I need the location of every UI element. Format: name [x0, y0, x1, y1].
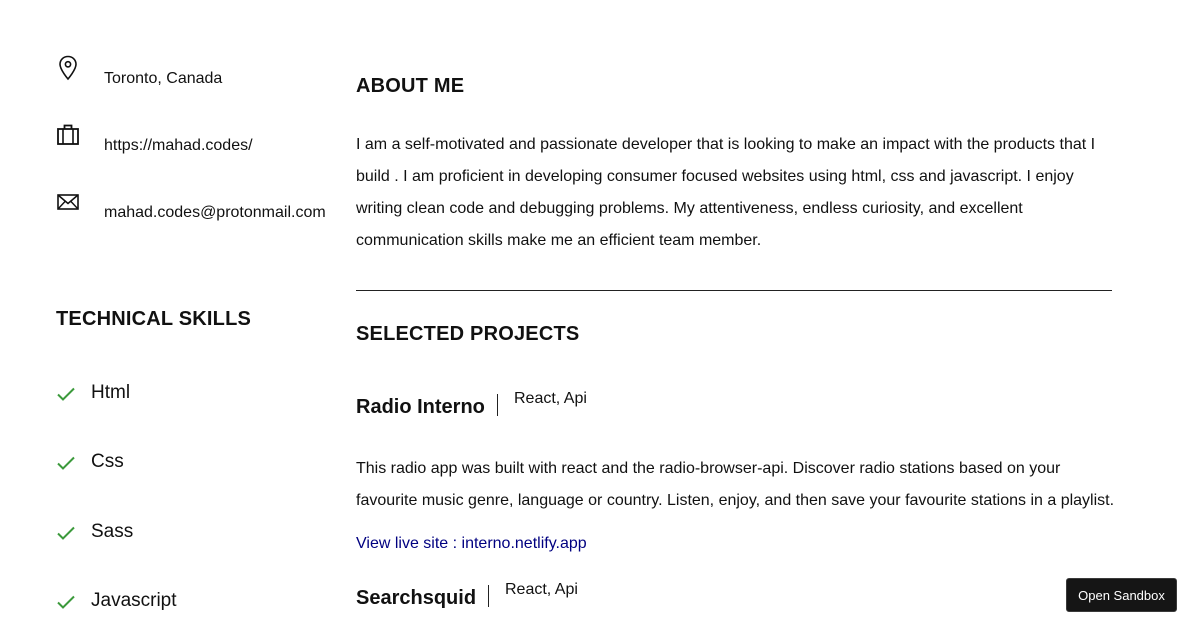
- project-description: This radio app was built with react and the radio-browser-api. Discover radio stations based on your favourite music genre, language or country. Listen, enjoy, and then save your favourite stations in a playlist.: [356, 460, 1115, 509]
- map-pin-icon: [56, 55, 80, 81]
- contact-email: [56, 189, 346, 229]
- project-title: Radio Interno: [356, 396, 485, 418]
- location-text: Toronto, Canada: [104, 70, 223, 87]
- about-me-text: I am a self-motivated and passionate developer that is looking to make an impact with the products that I build . I am proficient in developing consumer focused websites using html, css and javascript. I enjoy writing clean code and debugging problems. My attentiveness, endless curiosity, and excellent communication skills make me an efficient team member.: [356, 136, 1096, 249]
- website-link[interactable]: https://mahad.codes/: [104, 137, 253, 154]
- live-link-url: interno.netlify.app: [461, 535, 587, 552]
- technical-skills-heading: TECHNICAL SKILLS: [56, 308, 252, 330]
- open-sandbox-button[interactable]: Open Sandbox: [1066, 578, 1177, 612]
- project-divider: [488, 585, 489, 607]
- check-icon: [56, 455, 76, 471]
- skill-item: [56, 521, 316, 547]
- project-header: [356, 390, 656, 424]
- briefcase-icon: [56, 122, 80, 148]
- envelope-icon: [56, 189, 80, 215]
- contact-location: [56, 55, 346, 95]
- check-icon: [56, 386, 76, 402]
- skill-label: Html: [91, 382, 131, 403]
- about-me-heading: ABOUT ME: [356, 75, 465, 97]
- project-live-link[interactable]: [356, 535, 587, 553]
- skill-item: [56, 451, 316, 477]
- section-divider: [356, 290, 1112, 291]
- skill-label: Css: [91, 451, 124, 472]
- skill-item: [56, 590, 316, 616]
- contact-website: [56, 122, 346, 162]
- project-tech-stack: React, Api: [514, 390, 587, 407]
- project-header: [356, 581, 656, 615]
- skill-item: [56, 382, 316, 408]
- check-icon: [56, 594, 76, 610]
- check-icon: [56, 525, 76, 541]
- live-link-label: View live site :: [356, 535, 462, 552]
- selected-projects-heading: SELECTED PROJECTS: [356, 323, 580, 345]
- skill-label: Sass: [91, 521, 134, 542]
- project-tech-stack: React, Api: [505, 581, 578, 598]
- project-divider: [497, 394, 498, 416]
- skill-label: Javascript: [91, 590, 177, 611]
- project-title: Searchsquid: [356, 587, 477, 609]
- email-link[interactable]: mahad.codes@protonmail.com: [104, 204, 326, 221]
